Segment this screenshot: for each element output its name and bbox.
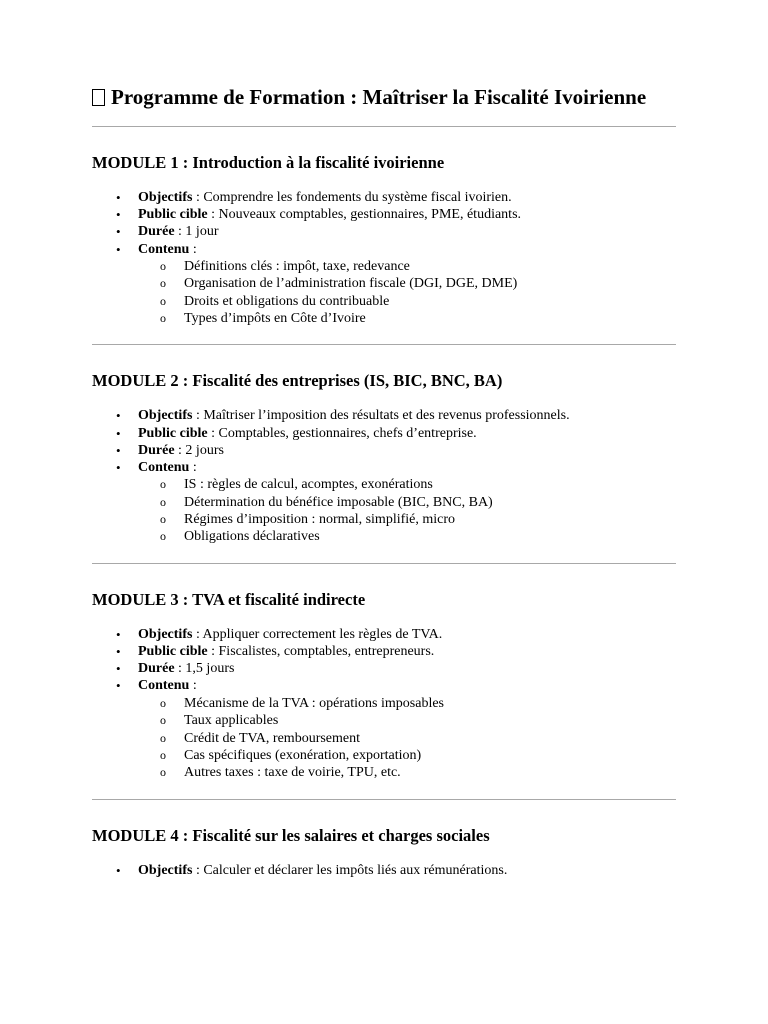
item-label: Public cible [138, 644, 208, 660]
sublist-item: o Détermination du bénéfice imposable (BIC, BNC, BA) [160, 494, 493, 510]
item-label: Public cible [138, 425, 208, 441]
item-text: : Maîtriser l’imposition des résultats et des revenus professionnels. [192, 408, 570, 424]
module-4-section [92, 826, 676, 879]
list-item-objectifs: • Objectifs : Appliquer correctement les règles de TVA. [116, 626, 443, 642]
contenu-sublist [138, 258, 676, 328]
item-label: Contenu [138, 241, 190, 257]
item-text: : [189, 241, 197, 257]
divider [92, 344, 676, 345]
item-label: Contenu [138, 678, 190, 694]
sublist-item: o Régimes d’imposition : normal, simplifié, micro [160, 512, 456, 528]
module-details-list [92, 862, 676, 879]
list-item-contenu: • Contenu : o Mécanisme de la TVA : opérations imposables o Taux applicables o Crédit de TVA, remboursement o Cas spécifiques (exonération, exportation) o Autres taxes : taxe de voirie, TPU, etc. [92, 677, 676, 781]
sublist-item: o Mécanisme de la TVA : opérations imposables [160, 695, 444, 711]
divider [92, 799, 676, 800]
contenu-sublist [138, 476, 676, 546]
module-details-list [92, 189, 676, 327]
item-text: : [189, 678, 197, 694]
item-label: Durée [138, 661, 175, 677]
sublist-item: o Autres taxes : taxe de voirie, TPU, etc. [160, 765, 401, 781]
item-label: Public cible [138, 207, 208, 223]
item-text: : 2 jours [174, 442, 224, 458]
sublist-item: o Crédit de TVA, remboursement [160, 730, 361, 746]
item-text: : Comptables, gestionnaires, chefs d’entreprise. [207, 425, 477, 441]
item-text: : Nouveaux comptables, gestionnaires, PME, étudiants. [207, 207, 522, 223]
contenu-sublist [138, 695, 676, 782]
document-title-text: Programme de Formation : Maîtriser la Fiscalité Ivoirienne [111, 85, 647, 109]
divider [92, 126, 676, 127]
item-label: Objectifs [138, 408, 193, 424]
sublist-item: o IS : règles de calcul, acomptes, exonérations [160, 477, 433, 493]
sublist-item: o Définitions clés : impôt, taxe, redevance [160, 258, 410, 274]
list-item-public-cible: • Public cible : Nouveaux comptables, gestionnaires, PME, étudiants. [116, 207, 522, 223]
sublist-item: o Cas spécifiques (exonération, exportation) [160, 747, 422, 763]
item-label: Durée [138, 442, 175, 458]
list-item-duree: • Durée : 1 jour [116, 224, 219, 240]
list-item-public-cible: • Public cible : Fiscalistes, comptables, entrepreneurs. [116, 644, 435, 660]
item-label: Objectifs [138, 190, 193, 205]
item-text: : 1,5 jours [174, 661, 235, 677]
item-text: : Fiscalistes, comptables, entrepreneurs. [207, 644, 435, 660]
item-text: : Appliquer correctement les règles de TVA. [192, 626, 443, 642]
list-item-public-cible: • Public cible : Comptables, gestionnaires, chefs d’entreprise. [116, 425, 477, 441]
module-details-list [92, 407, 676, 545]
document-title [92, 84, 676, 111]
list-item-contenu: • Contenu : o IS : règles de calcul, acomptes, exonérations o Détermination du bénéfice imposable (BIC, BNC, BA) o Régimes d’imposition : normal, simplifié, micro o Obligations déclaratives [92, 459, 676, 546]
module-heading: MODULE 3 : TVA et fiscalité indirecte [92, 589, 366, 609]
module-1-section [92, 153, 676, 345]
item-label: Contenu [138, 460, 190, 476]
list-item-duree: • Durée : 2 jours [116, 442, 224, 458]
item-text: : [189, 460, 197, 476]
divider [92, 563, 676, 564]
module-details-list [92, 626, 676, 782]
module-heading: MODULE 2 : Fiscalité des entreprises (IS, BIC, BNC, BA) [92, 371, 503, 391]
item-text: : Calculer et déclarer les impôts liés aux rémunérations. [192, 862, 508, 878]
item-text: : 1 jour [174, 224, 219, 240]
list-item-objectifs: • Objectifs : Calculer et déclarer les impôts liés aux rémunérations. [116, 862, 508, 878]
list-item-objectifs: • Objectifs : Comprendre les fondements du système fiscal ivoirien. [116, 190, 512, 205]
item-text: : Comprendre les fondements du système fiscal ivoirien. [192, 190, 512, 205]
list-item-duree: • Durée : 1,5 jours [116, 661, 235, 677]
module-heading: MODULE 1 : Introduction à la fiscalité ivoirienne [92, 153, 445, 172]
module-heading: MODULE 4 : Fiscalité sur les salaires et charges sociales [92, 825, 490, 845]
sublist-item: o Types d’impôts en Côte d’Ivoire [160, 311, 366, 327]
sublist-item: o Obligations déclaratives [160, 529, 320, 545]
list-item-contenu: • Contenu : o Définitions clés : impôt, taxe, redevance o Organisation de l’administration fiscale (DGI, DGE, DME) o Droits et obligations du contribuable o Types d’impôts en Côte d’Ivoire [92, 241, 676, 328]
item-label: Durée [138, 224, 175, 240]
module-3-section [92, 590, 676, 800]
item-label: Objectifs [138, 626, 193, 642]
sublist-item: o Taux applicables [160, 713, 279, 729]
list-item-objectifs: • Objectifs : Maîtriser l’imposition des résultats et des revenus professionnels. [116, 408, 570, 424]
missing-glyph-icon [92, 89, 105, 106]
sublist-item: o Organisation de l’administration fiscale (DGI, DGE, DME) [160, 276, 518, 292]
item-label: Objectifs [138, 862, 193, 878]
module-2-section [92, 371, 676, 563]
sublist-item: o Droits et obligations du contribuable [160, 293, 390, 309]
